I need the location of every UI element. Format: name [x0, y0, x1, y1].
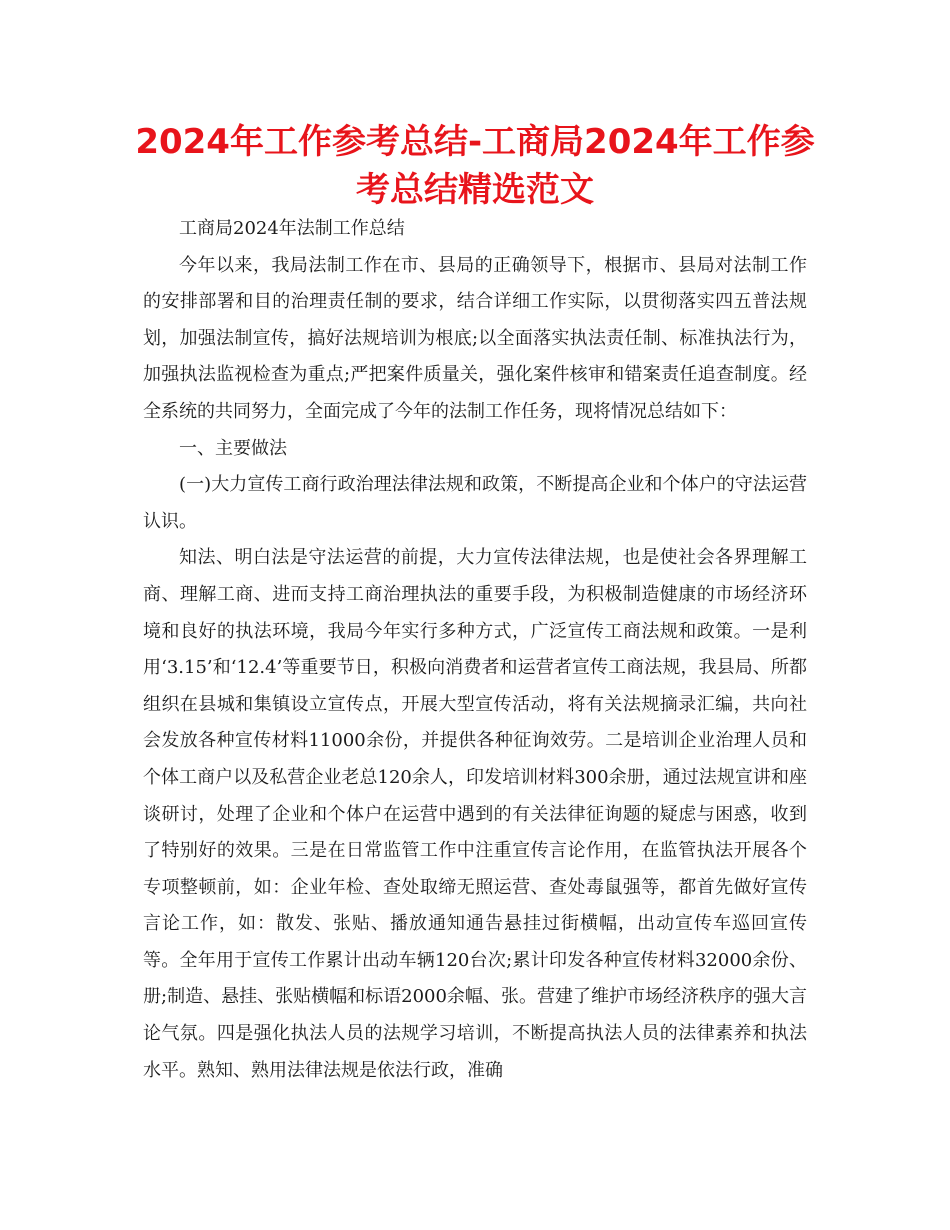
- document-title: 2024年工作参考总结-工商局2024年工作参考总结精选范文: [135, 122, 815, 210]
- document-body: [143, 211, 807, 1089]
- paragraph-publicity-details: 知法、明白法是守法运营的前提，大力宣传法律法规，也是使社会各界理解工商、理解工商、进而支持工商治理执法的重要手段，为积极制造健康的市场经济环境和良好的执法环境，我局今年实行多种方式，广泛宣传工商法规和政策。一是利用‘3.15’和‘12.4’等重要节日，积极向消费者和运营者宣传工商法规，我县局、所都组织在县城和集镇设立宣传点，开展大型宣传活动，将有关法规摘录汇编，共向社会发放各种宣传材料11000余份，并提供各种征询效劳。二是培训企业治理人员和个体工商户以及私营企业老总120余人，印发培训材料300余册，通过法规宣讲和座谈研讨，处理了企业和个体户在运营中遇到的有关法律征询题的疑虑与困惑，收到了特别好的效果。三是在日常监管工作中注重宣传言论作用，在监管执法开展各个专项整顿前，如：企业年检、查处取缔无照运营、查处毒鼠强等，都首先做好宣传言论工作，如：散发、张贴、播放通知通告悬挂过街横幅，出动宣传车巡回宣传等。全年用于宣传工作累计出动车辆120台次;累计印发各种宣传材料32000余份、册;制造、悬挂、张贴横幅和标语2000余幅、张。营建了维护市场经济秩序的强大言论气氛。四是强化执法人员的法规学习培训，不断提高执法人员的法律素养和执法水平。熟知、熟用法律法规是依法行政，准确: [143, 547, 807, 1081]
- paragraph-subtitle: 工商局2024年法制工作总结: [179, 218, 405, 239]
- paragraph-intro: 今年以来，我局法制工作在市、县局的正确领导下，根据市、县局对法制工作的安排部署和目的治理责任制的要求，结合详细工作实际，以贯彻落实四五普法规划，加强法制宣传，搞好法规培训为根底;以全面落实执法责任制、标准执法行为，加强执法监视检查为重点;严把案件质量关，强化案件核审和错案责任追查制度。经全系统的共同努力，全面完成了今年的法制工作任务，现将情况总结如下：: [143, 254, 807, 422]
- section-heading-main-practices: 一、主要做法: [179, 437, 287, 459]
- subsection-heading-legal-publicity: (一)大力宣传工商行政治理法律法规和政策，不断提高企业和个体户的守法运营认识。: [143, 474, 807, 532]
